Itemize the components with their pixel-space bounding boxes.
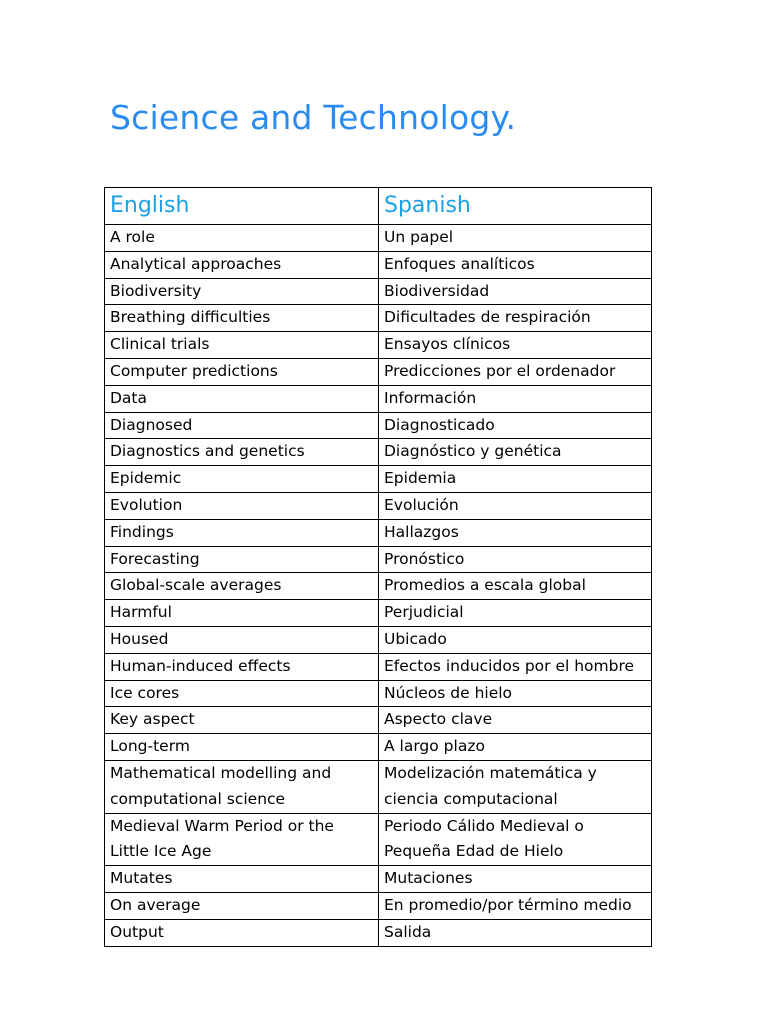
english-term: Long-term xyxy=(105,734,379,761)
table-row xyxy=(105,251,652,278)
english-term: Epidemic xyxy=(105,466,379,493)
spanish-term: A largo plazo xyxy=(379,734,652,761)
spanish-term: Pronóstico xyxy=(379,546,652,573)
table-row xyxy=(105,680,652,707)
english-term: Computer predictions xyxy=(105,358,379,385)
spanish-term: Aspecto clave xyxy=(379,707,652,734)
table-row xyxy=(105,707,652,734)
table-row xyxy=(105,439,652,466)
table-row xyxy=(105,626,652,653)
spanish-term: Perjudicial xyxy=(379,600,652,627)
english-term: Analytical approaches xyxy=(105,251,379,278)
table-row xyxy=(105,412,652,439)
english-term: Findings xyxy=(105,519,379,546)
spanish-term: Diagnóstico y genética xyxy=(379,439,652,466)
english-term: Output xyxy=(105,919,379,946)
table-row xyxy=(105,225,652,252)
spanish-term: Promedios a escala global xyxy=(379,573,652,600)
table-row xyxy=(105,653,652,680)
table-row xyxy=(105,866,652,893)
table-body xyxy=(105,225,652,947)
spanish-term: Periodo Cálido Medieval o Pequeña Edad de Hielo xyxy=(379,813,652,866)
spanish-term: Dificultades de respiración xyxy=(379,305,652,332)
english-term: Ice cores xyxy=(105,680,379,707)
table-row xyxy=(105,466,652,493)
spanish-term: Predicciones por el ordenador xyxy=(379,358,652,385)
table-row xyxy=(105,358,652,385)
table-row xyxy=(105,600,652,627)
page-title: Science and Technology. xyxy=(110,98,517,137)
english-term: Breathing difficulties xyxy=(105,305,379,332)
spanish-term: Núcleos de hielo xyxy=(379,680,652,707)
english-term: A role xyxy=(105,225,379,252)
spanish-term: Diagnosticado xyxy=(379,412,652,439)
spanish-term: Efectos inducidos por el hombre xyxy=(379,653,652,680)
table-row xyxy=(105,278,652,305)
english-term: Housed xyxy=(105,626,379,653)
header-english: English xyxy=(105,188,379,225)
english-term: Diagnostics and genetics xyxy=(105,439,379,466)
spanish-term: Un papel xyxy=(379,225,652,252)
spanish-term: En promedio/por término medio xyxy=(379,892,652,919)
english-term: Global-scale averages xyxy=(105,573,379,600)
table-row xyxy=(105,892,652,919)
spanish-term: Salida xyxy=(379,919,652,946)
english-term: Key aspect xyxy=(105,707,379,734)
table-row xyxy=(105,332,652,359)
spanish-term: Evolución xyxy=(379,492,652,519)
spanish-term: Mutaciones xyxy=(379,866,652,893)
table-row xyxy=(105,385,652,412)
english-term: Data xyxy=(105,385,379,412)
spanish-term: Información xyxy=(379,385,652,412)
spanish-term: Enfoques analíticos xyxy=(379,251,652,278)
spanish-term: Ensayos clínicos xyxy=(379,332,652,359)
spanish-term: Ubicado xyxy=(379,626,652,653)
english-term: Human-induced effects xyxy=(105,653,379,680)
table-header-row xyxy=(105,188,652,225)
spanish-term: Biodiversidad xyxy=(379,278,652,305)
english-term: Clinical trials xyxy=(105,332,379,359)
english-term: On average xyxy=(105,892,379,919)
english-term: Mathematical modelling and computational science xyxy=(105,760,379,813)
table-row xyxy=(105,305,652,332)
header-spanish: Spanish xyxy=(379,188,652,225)
english-term: Medieval Warm Period or the Little Ice Age xyxy=(105,813,379,866)
table-row xyxy=(105,546,652,573)
table-row xyxy=(105,573,652,600)
table-row xyxy=(105,734,652,761)
english-term: Forecasting xyxy=(105,546,379,573)
vocabulary-table xyxy=(104,187,652,947)
spanish-term: Hallazgos xyxy=(379,519,652,546)
table-row xyxy=(105,492,652,519)
english-term: Mutates xyxy=(105,866,379,893)
spanish-term: Epidemia xyxy=(379,466,652,493)
table-row xyxy=(105,813,652,866)
spanish-term: Modelización matemática y ciencia computacional xyxy=(379,760,652,813)
table-row xyxy=(105,760,652,813)
table-row xyxy=(105,519,652,546)
english-term: Biodiversity xyxy=(105,278,379,305)
english-term: Evolution xyxy=(105,492,379,519)
table-row xyxy=(105,919,652,946)
english-term: Harmful xyxy=(105,600,379,627)
english-term: Diagnosed xyxy=(105,412,379,439)
